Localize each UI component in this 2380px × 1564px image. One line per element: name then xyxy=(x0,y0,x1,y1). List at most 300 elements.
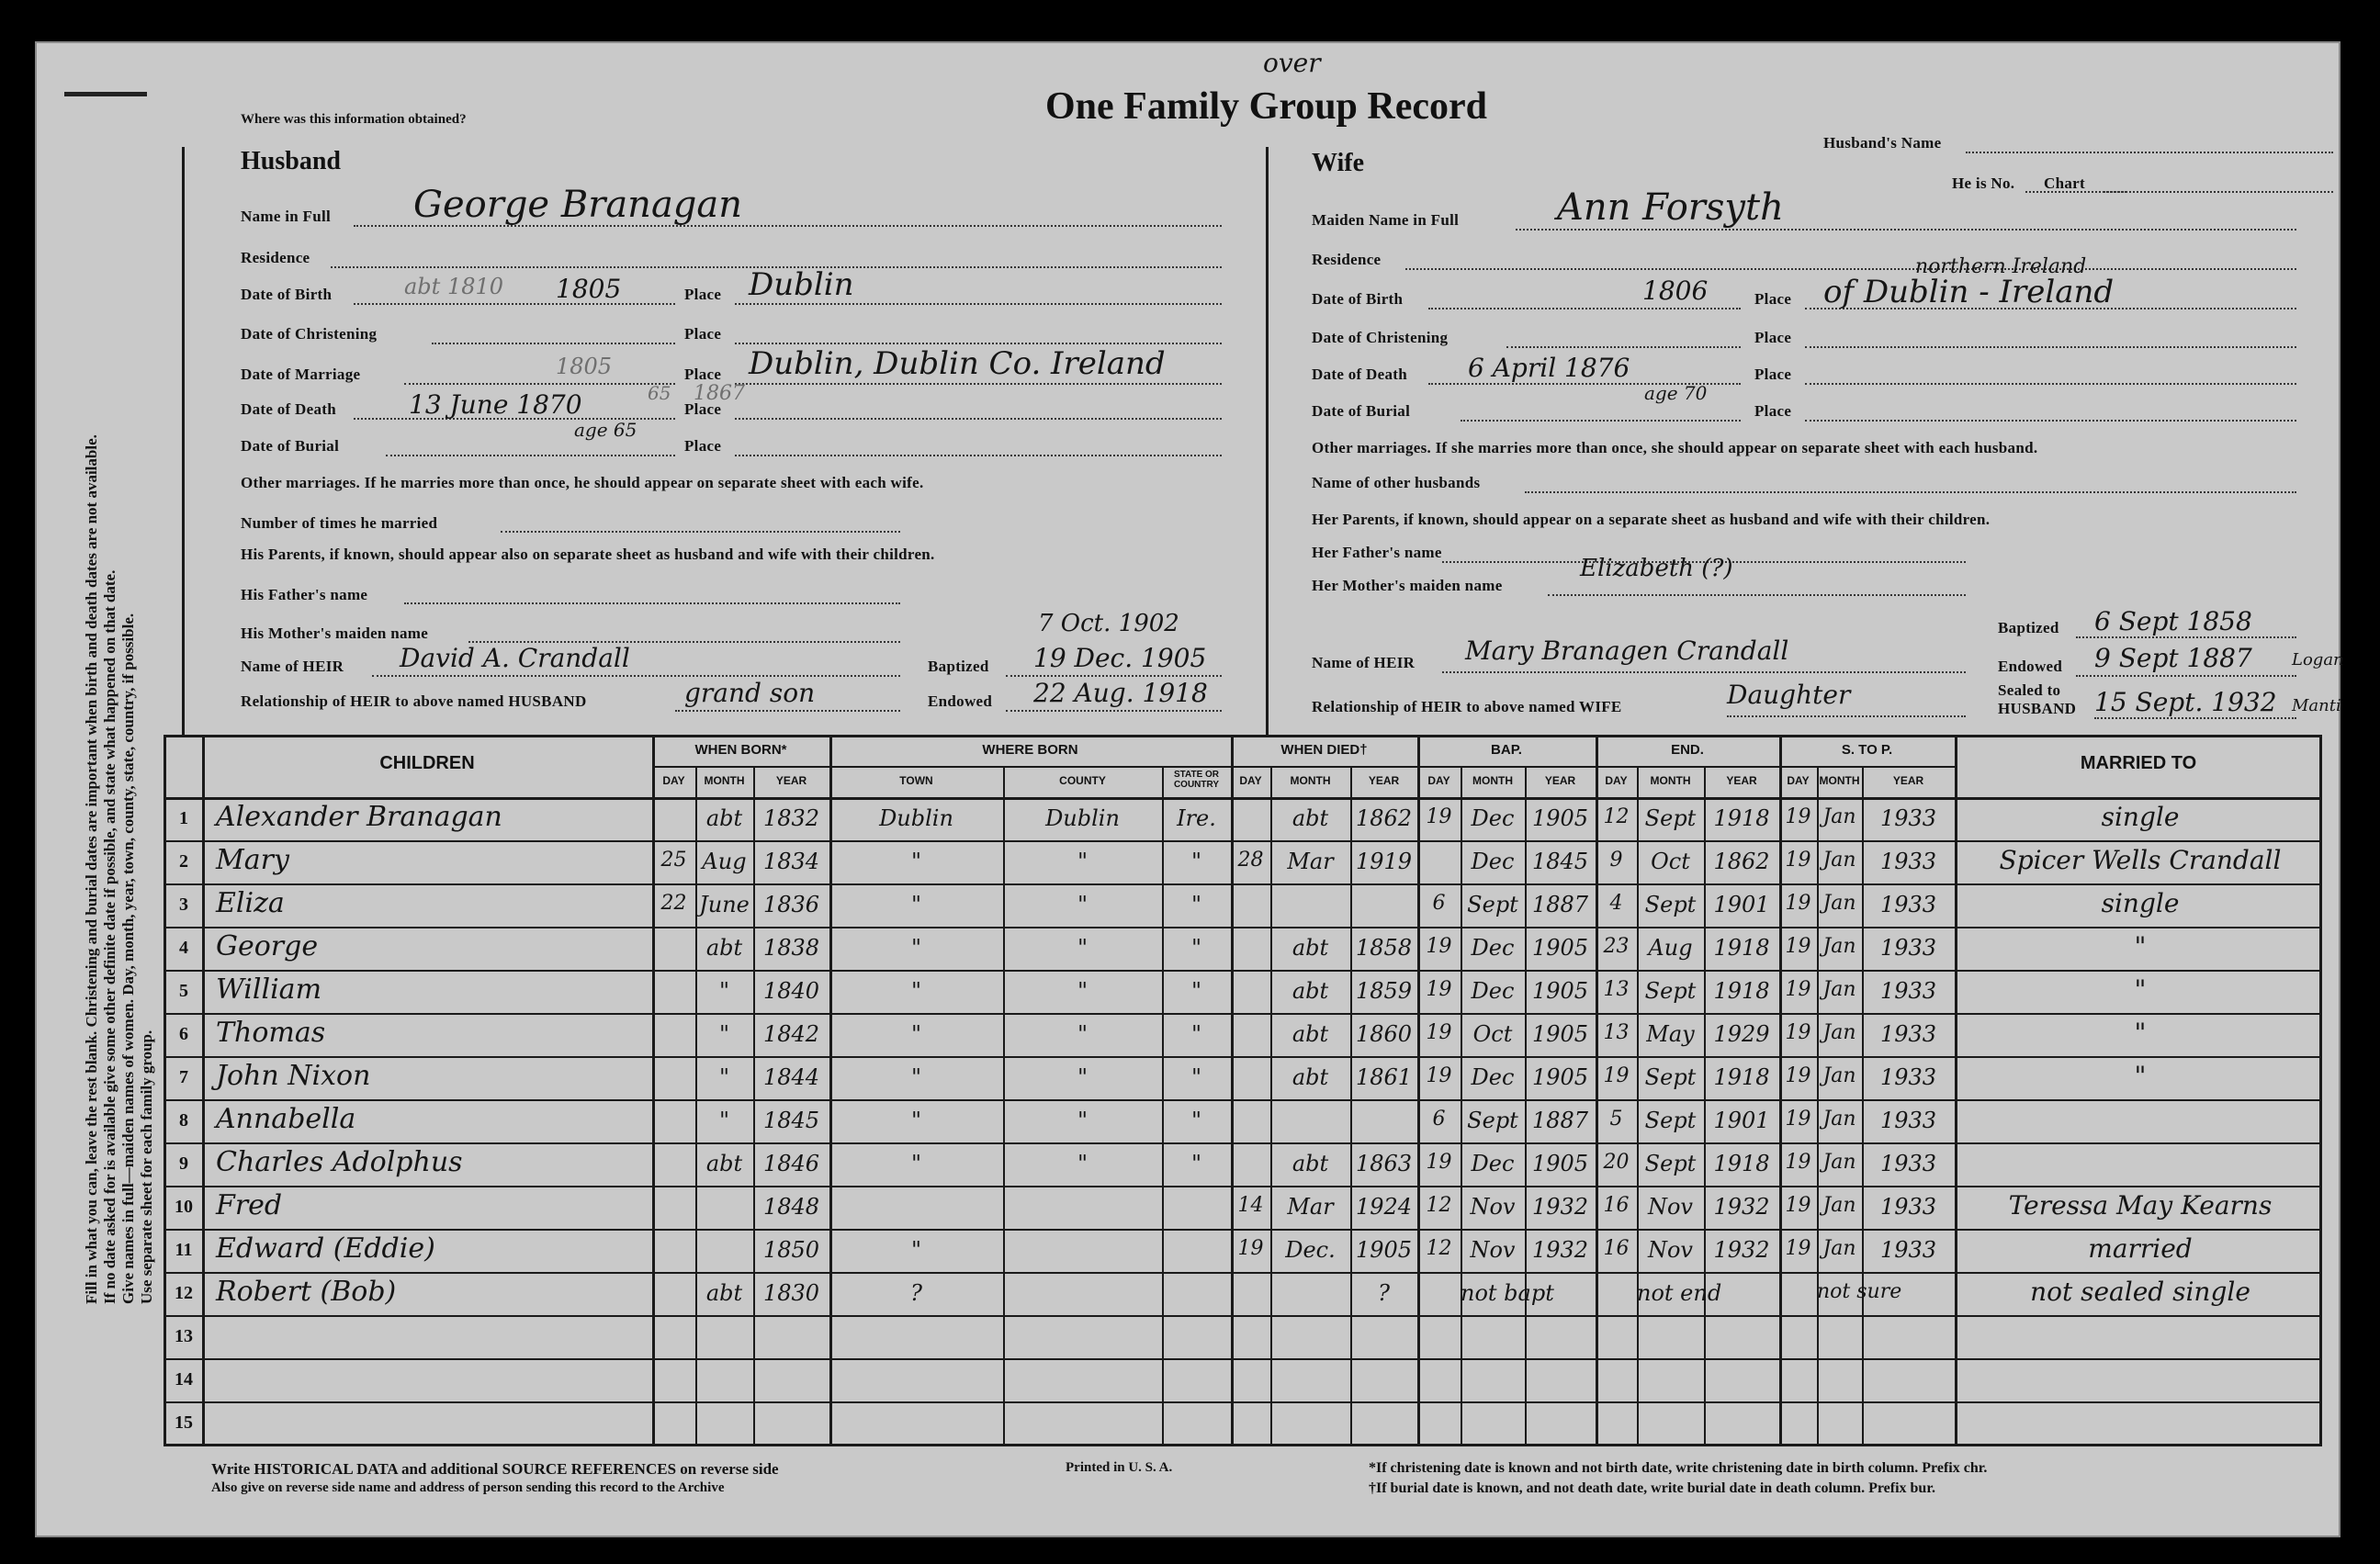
cell-dy: 1862 xyxy=(1355,805,1413,831)
cell-bpd: 6 xyxy=(1432,1108,1446,1131)
husband-other-marriages: Other marriages. If he marries more than once, he should appear on separate sheet with each wife. xyxy=(241,474,924,491)
husband-name: George Branagan xyxy=(413,184,743,226)
husband-times-married-label: Number of times he married xyxy=(241,514,438,532)
cell-ey: 1918 xyxy=(1713,1064,1770,1090)
husband-death-place-label: Place xyxy=(684,400,722,418)
cell-sy: 1933 xyxy=(1879,1237,1937,1263)
cell-ed: 20 xyxy=(1603,1151,1630,1174)
subheader-year: YEAR xyxy=(1544,774,1576,787)
husband-birth-label: Date of Birth xyxy=(241,286,333,303)
cell-bpy: 1932 xyxy=(1531,1194,1589,1220)
cell-sd: 19 xyxy=(1785,1021,1811,1044)
cell-state: " xyxy=(1190,1108,1202,1133)
cell-bpm: Dec xyxy=(1471,1064,1515,1090)
row-number: 9 xyxy=(179,1153,188,1174)
wife-name-label: Maiden Name in Full xyxy=(1312,211,1460,229)
cell-dy: 1905 xyxy=(1355,1237,1413,1263)
cell-by: 1844 xyxy=(762,1064,820,1090)
row-number: 12 xyxy=(175,1283,193,1303)
cell-bpm: Dec xyxy=(1471,1151,1515,1176)
child-name: Fred xyxy=(216,1189,283,1221)
cell-bpd: 12 xyxy=(1426,1237,1452,1260)
cell-ed: 4 xyxy=(1609,892,1623,915)
row-number: 6 xyxy=(179,1024,188,1044)
cell-by: 1834 xyxy=(762,849,820,874)
cell-dy: ? xyxy=(1378,1280,1390,1306)
cell-dm: abt xyxy=(1292,978,1329,1004)
header-bap: BAP. xyxy=(1491,742,1522,758)
cell-dd: 28 xyxy=(1237,849,1264,872)
child-name: Edward (Eddie) xyxy=(216,1232,435,1265)
cell-em: Oct xyxy=(1651,849,1690,874)
husband-baptized: 19 Dec. 1905 xyxy=(1033,643,1207,673)
cell-em: Sept xyxy=(1644,978,1697,1004)
husband-birth-place-label: Place xyxy=(684,286,722,303)
cell-county: Dublin xyxy=(1045,805,1120,831)
cell-married-to: " xyxy=(2134,931,2147,962)
wife-heir: Mary Branagen Crandall xyxy=(1465,636,1789,666)
cell-state: " xyxy=(1190,1151,1202,1176)
husband-death-label: Date of Death xyxy=(241,400,336,418)
child-name: Robert (Bob) xyxy=(216,1276,397,1308)
wife-birth-place-label: Place xyxy=(1754,290,1792,308)
cell-married-to: Teressa May Kearns xyxy=(2008,1190,2273,1221)
wife-baptized-label: Baptized xyxy=(1998,619,2059,636)
cell-bpm: Dec xyxy=(1471,935,1515,961)
wife-sealed-label-2: HUSBAND xyxy=(1998,700,2077,717)
footer-center: Printed in U. S. A. xyxy=(1066,1460,1173,1475)
husband-relationship: grand son xyxy=(684,678,816,708)
subheader-state: STATE OR COUNTRY xyxy=(1173,770,1220,790)
cell-sm: Jan xyxy=(1822,935,1856,958)
cell-ed: 13 xyxy=(1603,1021,1630,1044)
cell-state: " xyxy=(1190,849,1202,874)
cell-bpd: 12 xyxy=(1426,1194,1452,1217)
row-number: 1 xyxy=(179,808,188,828)
cell-sd: 19 xyxy=(1785,849,1811,872)
cell-sd: 19 xyxy=(1785,1237,1811,1260)
cell-bpm: Nov xyxy=(1470,1237,1516,1263)
cell-bpd: 19 xyxy=(1426,1064,1452,1087)
wife-death-place-label: Place xyxy=(1754,366,1792,383)
cell-dy: 1863 xyxy=(1355,1151,1413,1176)
footer-right-1: *If christening date is known and not birth date, write christening date in birth column. Prefix chr. xyxy=(1369,1460,1988,1476)
wife-birth-place: of Dublin - Ireland xyxy=(1823,274,2115,310)
subheader-year: YEAR xyxy=(1892,774,1924,787)
cell-by: 1832 xyxy=(762,805,820,831)
cell-town: " xyxy=(910,1237,922,1263)
cell-town: Dublin xyxy=(879,805,953,831)
cell-sd: 19 xyxy=(1785,978,1811,1001)
cell-bpd: 19 xyxy=(1426,978,1452,1001)
subheader-county: COUNTY xyxy=(1059,774,1106,787)
cell-ed: 9 xyxy=(1609,849,1623,872)
cell-state: Ire. xyxy=(1177,805,1216,831)
cell-sm: Jan xyxy=(1822,1237,1856,1260)
cell-ed: 16 xyxy=(1603,1194,1630,1217)
row-number: 5 xyxy=(179,981,188,1001)
subheader-day: DAY xyxy=(1605,774,1628,787)
subheader-day: DAY xyxy=(1787,774,1810,787)
husband-baptized-label: Baptized xyxy=(928,658,989,675)
cell-dm: abt xyxy=(1292,1151,1329,1176)
husband-marriage-place-label: Place xyxy=(684,366,722,383)
cell-ey: 1932 xyxy=(1713,1237,1770,1263)
cell-town: " xyxy=(910,849,922,874)
husbands-name-label: Husband's Name xyxy=(1823,134,1942,152)
cell-ey: 1901 xyxy=(1713,892,1770,917)
wife-death-age: age 70 xyxy=(1644,382,1708,404)
subheader-day: DAY xyxy=(1239,774,1262,787)
cell-bpd: 6 xyxy=(1432,892,1446,915)
cell-em: not end xyxy=(1637,1280,1722,1306)
wife-father-label: Her Father's name xyxy=(1312,544,1442,561)
child-name: Annabella xyxy=(216,1103,356,1135)
cell-sd: 19 xyxy=(1785,1064,1811,1087)
husband-heir: David A. Crandall xyxy=(400,643,630,673)
cell-state: " xyxy=(1190,978,1202,1004)
cell-bm: abt xyxy=(705,935,743,961)
subheader-day: DAY xyxy=(1427,774,1450,787)
cell-bpm: Dec xyxy=(1471,805,1515,831)
row-number: 11 xyxy=(175,1240,193,1260)
wife-heir-label: Name of HEIR xyxy=(1312,654,1416,671)
cell-sy: 1933 xyxy=(1879,1021,1937,1047)
cell-ey: 1932 xyxy=(1713,1194,1770,1220)
wife-birth-place-note: northern Ireland xyxy=(1915,255,2087,278)
cell-em: Sept xyxy=(1644,892,1697,917)
cell-sd: 19 xyxy=(1785,1151,1811,1174)
child-name: Eliza xyxy=(216,887,285,919)
header-end: END. xyxy=(1671,742,1704,758)
cell-dy: 1861 xyxy=(1355,1064,1413,1090)
subheader-day: DAY xyxy=(662,774,685,787)
cell-ey: 1918 xyxy=(1713,935,1770,961)
husband-endowed-label: Endowed xyxy=(928,692,993,710)
child-name: Charles Adolphus xyxy=(216,1146,463,1178)
wife-relationship-label: Relationship of HEIR to above named WIFE xyxy=(1312,698,1622,715)
child-name: Alexander Branagan xyxy=(216,801,502,833)
cell-em: Aug xyxy=(1648,935,1693,961)
cell-em: Sept xyxy=(1644,1064,1697,1090)
cell-em: May xyxy=(1646,1021,1695,1047)
wife-parents-note: Her Parents, if known, should appear on a separate sheet as husband and wife with their children. xyxy=(1312,511,1991,528)
wife-christening-label: Date of Christening xyxy=(1312,329,1449,346)
table-row xyxy=(164,1401,2322,1445)
husband-birth: 1805 xyxy=(556,274,622,304)
cell-ey: 1862 xyxy=(1713,849,1770,874)
cell-bpy: 1905 xyxy=(1531,978,1589,1004)
subheader-month: MONTH xyxy=(704,774,745,787)
cell-bm: June xyxy=(699,892,750,917)
cell-town: " xyxy=(910,935,922,961)
child-name: Thomas xyxy=(216,1017,326,1049)
cell-ed: 19 xyxy=(1603,1064,1630,1087)
cell-sy: 1933 xyxy=(1879,1108,1937,1133)
cell-town: " xyxy=(910,892,922,917)
cell-bpd: 19 xyxy=(1426,805,1452,828)
cell-sy: 1933 xyxy=(1879,1151,1937,1176)
cell-sd: 19 xyxy=(1785,805,1811,828)
cell-dd: 19 xyxy=(1237,1237,1264,1260)
husband-section-title: Husband xyxy=(241,147,341,175)
cell-sy: 1933 xyxy=(1879,892,1937,917)
husband-baptized-note: 7 Oct. 1902 xyxy=(1038,610,1179,637)
husband-heir-label: Name of HEIR xyxy=(241,658,344,675)
cell-bm: " xyxy=(718,1064,730,1090)
cell-dy: 1924 xyxy=(1355,1194,1413,1220)
cell-sm: Jan xyxy=(1822,1021,1856,1044)
cell-ey: 1918 xyxy=(1713,978,1770,1004)
cell-sm: Jan xyxy=(1822,1194,1856,1217)
cell-ed: 5 xyxy=(1609,1108,1623,1131)
cell-em: Nov xyxy=(1647,1194,1693,1220)
cell-married-to: " xyxy=(2134,1061,2147,1091)
husband-endowed: 22 Aug. 1918 xyxy=(1033,678,1208,708)
husband-death-note: 65 xyxy=(648,382,671,404)
cell-bpy: 1905 xyxy=(1531,805,1589,831)
cell-bpm: Oct xyxy=(1472,1021,1513,1047)
table-row xyxy=(164,1358,2322,1401)
cell-by: 1846 xyxy=(762,1151,820,1176)
cell-state: " xyxy=(1190,1064,1202,1090)
cell-sm: not sure xyxy=(1817,1280,1902,1303)
cell-town: ? xyxy=(910,1280,922,1306)
cell-by: 1850 xyxy=(762,1237,820,1263)
cell-em: Sept xyxy=(1644,1151,1697,1176)
husband-marriage-place: Dublin, Dublin Co. Ireland xyxy=(749,345,1166,382)
subheader-month: MONTH xyxy=(1472,774,1513,787)
cell-dy: 1860 xyxy=(1355,1021,1413,1047)
cell-bpy: 1845 xyxy=(1531,849,1589,874)
cell-bpd: 19 xyxy=(1426,935,1452,958)
cell-county: " xyxy=(1077,892,1088,917)
husband-relationship-label: Relationship of HEIR to above named HUSBAND xyxy=(241,692,587,710)
footer-left-1: Write HISTORICAL DATA and additional SOURCE REFERENCES on reverse side xyxy=(211,1460,779,1478)
subheader-month: MONTH xyxy=(1819,774,1860,787)
cell-bpm: Nov xyxy=(1470,1194,1516,1220)
cell-dy: 1858 xyxy=(1355,935,1413,961)
cell-sm: Jan xyxy=(1822,849,1856,872)
cell-bpy: 1887 xyxy=(1531,1108,1589,1133)
cell-sy: 1933 xyxy=(1879,1194,1937,1220)
subheader-town: TOWN xyxy=(899,774,933,787)
chart-label: Chart xyxy=(2044,174,2085,192)
header-stop: S. TO P. xyxy=(1841,742,1893,758)
cell-bpd: 19 xyxy=(1426,1021,1452,1044)
row-number: 3 xyxy=(179,895,188,915)
cell-dm: abt xyxy=(1292,805,1329,831)
header-where-born: WHERE BORN xyxy=(982,742,1078,758)
cell-town: " xyxy=(910,1064,922,1090)
header-married-to: MARRIED TO xyxy=(2080,753,2197,773)
side-instructions: Fill in what you can, leave the rest blank. Christening and burial dates are important when birth and death dates are not available. If no date asked for is available give some other definite date if possible, and state what happened on that date. Give names in full—maiden names of women. Day, month, year, town, county, state, country, if possible. Use separate sheet for each family group. xyxy=(83,434,155,1304)
wife-endowed-note: Logan xyxy=(2292,650,2344,669)
wife-name: Ann Forsyth xyxy=(1557,186,1784,229)
wife-burial-label: Date of Burial xyxy=(1312,402,1411,420)
cell-county: " xyxy=(1077,1021,1088,1047)
cell-state: " xyxy=(1190,1021,1202,1047)
table-row xyxy=(164,1099,2322,1142)
cell-dy: 1919 xyxy=(1355,849,1413,874)
cell-sm: Jan xyxy=(1822,1151,1856,1174)
wife-residence-label: Residence xyxy=(1312,251,1382,268)
husband-marriage-date: 1805 xyxy=(556,354,613,379)
wife-relationship: Daughter xyxy=(1727,680,1851,710)
cell-by: 1840 xyxy=(762,978,820,1004)
husband-residence-label: Residence xyxy=(241,249,310,266)
cell-bpy: 1905 xyxy=(1531,1064,1589,1090)
cell-dd: 14 xyxy=(1237,1194,1264,1217)
cell-bd: 25 xyxy=(660,849,687,872)
cell-bm: abt xyxy=(705,1280,743,1306)
cell-sm: Jan xyxy=(1822,892,1856,915)
cell-sm: Jan xyxy=(1822,978,1856,1001)
wife-sealed-note: Manti xyxy=(2292,696,2341,715)
child-name: Mary xyxy=(216,844,289,876)
husband-death-age: age 65 xyxy=(574,419,637,441)
cell-bpm: Dec xyxy=(1471,849,1515,874)
husband-birth-crossed: abt 1810 xyxy=(404,274,504,299)
cell-by: 1830 xyxy=(762,1280,820,1306)
cell-bm: " xyxy=(718,978,730,1004)
cell-sd: 19 xyxy=(1785,935,1811,958)
row-number: 2 xyxy=(179,851,188,872)
cell-dm: abt xyxy=(1292,1064,1329,1090)
cell-sy: 1933 xyxy=(1879,935,1937,961)
table-row xyxy=(164,1315,2322,1358)
cell-county: " xyxy=(1077,935,1088,961)
cell-bpm: Sept xyxy=(1467,1108,1518,1133)
cell-ed: 12 xyxy=(1603,805,1630,828)
husband-name-label: Name in Full xyxy=(241,208,332,225)
cell-by: 1848 xyxy=(762,1194,820,1220)
child-name: John Nixon xyxy=(216,1060,371,1092)
wife-sealed-label-1: Sealed to xyxy=(1998,681,2061,699)
cell-sy: 1933 xyxy=(1879,978,1937,1004)
cell-county: " xyxy=(1077,849,1088,874)
cell-dy: 1859 xyxy=(1355,978,1413,1004)
husband-birth-place: Dublin xyxy=(749,266,854,303)
cell-married-to: single xyxy=(2101,888,2180,918)
husband-christening-label: Date of Christening xyxy=(241,325,378,343)
cell-county: " xyxy=(1077,978,1088,1004)
wife-other-marriages: Other marriages. If she marries more than once, she should appear on separate sheet with each husband. xyxy=(1312,439,2038,456)
header-when-died: WHEN DIED† xyxy=(1280,742,1368,758)
cell-sy: 1933 xyxy=(1879,1064,1937,1090)
husband-burial-place-label: Place xyxy=(684,437,722,455)
husband-burial-label: Date of Burial xyxy=(241,437,340,455)
cell-married-to: " xyxy=(2134,974,2147,1005)
cell-ey: 1918 xyxy=(1713,1151,1770,1176)
cell-bpy: 1932 xyxy=(1531,1237,1589,1263)
cell-town: " xyxy=(910,978,922,1004)
cell-bpm: not bapt xyxy=(1461,1280,1554,1306)
cell-dm: abt xyxy=(1292,1021,1329,1047)
cell-bm: " xyxy=(718,1021,730,1047)
wife-endowed: 9 Sept 1887 xyxy=(2094,643,2252,673)
cell-county: " xyxy=(1077,1108,1088,1133)
cell-county: " xyxy=(1077,1064,1088,1090)
cell-county: " xyxy=(1077,1151,1088,1176)
wife-sealed: 15 Sept. 1932 xyxy=(2094,687,2277,717)
title-note: over xyxy=(1263,48,1321,78)
wife-birth-label: Date of Birth xyxy=(1312,290,1404,308)
husband-marriage-label: Date of Marriage xyxy=(241,366,361,383)
wife-baptized: 6 Sept 1858 xyxy=(2094,606,2252,636)
wife-death-label: Date of Death xyxy=(1312,366,1407,383)
cell-dm: Mar xyxy=(1287,849,1334,874)
row-number: 14 xyxy=(175,1369,193,1390)
punch-mark xyxy=(64,92,147,96)
cell-bpy: 1905 xyxy=(1531,1151,1589,1176)
cell-married-to: Spicer Wells Crandall xyxy=(1999,845,2282,875)
cell-dm: Mar xyxy=(1287,1194,1334,1220)
husband-mother-label: His Mother's maiden name xyxy=(241,624,429,642)
husband-death: 13 June 1870 xyxy=(409,389,582,420)
cell-em: Nov xyxy=(1647,1237,1693,1263)
row-number: 10 xyxy=(175,1197,193,1217)
cell-bm: abt xyxy=(705,805,743,831)
cell-bd: 22 xyxy=(660,892,687,915)
subheader-month: MONTH xyxy=(1650,774,1691,787)
row-number: 15 xyxy=(175,1412,193,1433)
child-name: William xyxy=(216,973,322,1006)
cell-town: " xyxy=(910,1108,922,1133)
husband-death-alt: 1867 xyxy=(694,382,745,405)
cell-ed: 16 xyxy=(1603,1237,1630,1260)
cell-married-to: single xyxy=(2101,802,2180,832)
wife-christening-place-label: Place xyxy=(1754,329,1792,346)
wife-mother-label: Her Mother's maiden name xyxy=(1312,577,1503,594)
cell-state: " xyxy=(1190,892,1202,917)
cell-by: 1845 xyxy=(762,1108,820,1133)
cell-sd: 19 xyxy=(1785,1108,1811,1131)
wife-death: 6 April 1876 xyxy=(1468,353,1630,383)
cell-dm: abt xyxy=(1292,935,1329,961)
wife-endowed-label: Endowed xyxy=(1998,658,2063,675)
info-source-label: Where was this information obtained? xyxy=(241,112,467,127)
subheader-year: YEAR xyxy=(1368,774,1400,787)
cell-bm: Aug xyxy=(702,849,747,874)
cell-bpy: 1887 xyxy=(1531,892,1589,917)
husband-parents-note: His Parents, if known, should appear also on separate sheet as husband and wife with their children. xyxy=(241,546,935,563)
wife-birth: 1806 xyxy=(1642,276,1709,306)
footer-right-2: †If burial date is known, and not death date, write burial date in death column. Prefix bur. xyxy=(1369,1480,1935,1496)
cell-town: " xyxy=(910,1021,922,1047)
husband-father-label: His Father's name xyxy=(241,586,368,603)
cell-sm: Jan xyxy=(1822,1108,1856,1131)
cell-sm: Jan xyxy=(1822,805,1856,828)
cell-bpy: 1905 xyxy=(1531,935,1589,961)
row-number: 8 xyxy=(179,1110,188,1131)
row-number: 7 xyxy=(179,1067,188,1087)
footer-left-2: Also give on reverse side name and address of person sending this record to the Archive xyxy=(211,1480,725,1495)
rule-line xyxy=(652,766,1955,768)
cell-em: Sept xyxy=(1644,1108,1697,1133)
cell-sy: 1933 xyxy=(1879,849,1937,874)
subheader-year: YEAR xyxy=(1726,774,1757,787)
cell-by: 1842 xyxy=(762,1021,820,1047)
page-title: One Family Group Record xyxy=(1045,85,1488,128)
cell-by: 1838 xyxy=(762,935,820,961)
subheader-month: MONTH xyxy=(1290,774,1331,787)
cell-bpm: Sept xyxy=(1467,892,1518,917)
table-row xyxy=(164,1142,2322,1186)
child-name: George xyxy=(216,930,319,962)
subheader-year: YEAR xyxy=(775,774,807,787)
he-is-no-label: He is No. xyxy=(1952,174,2015,192)
